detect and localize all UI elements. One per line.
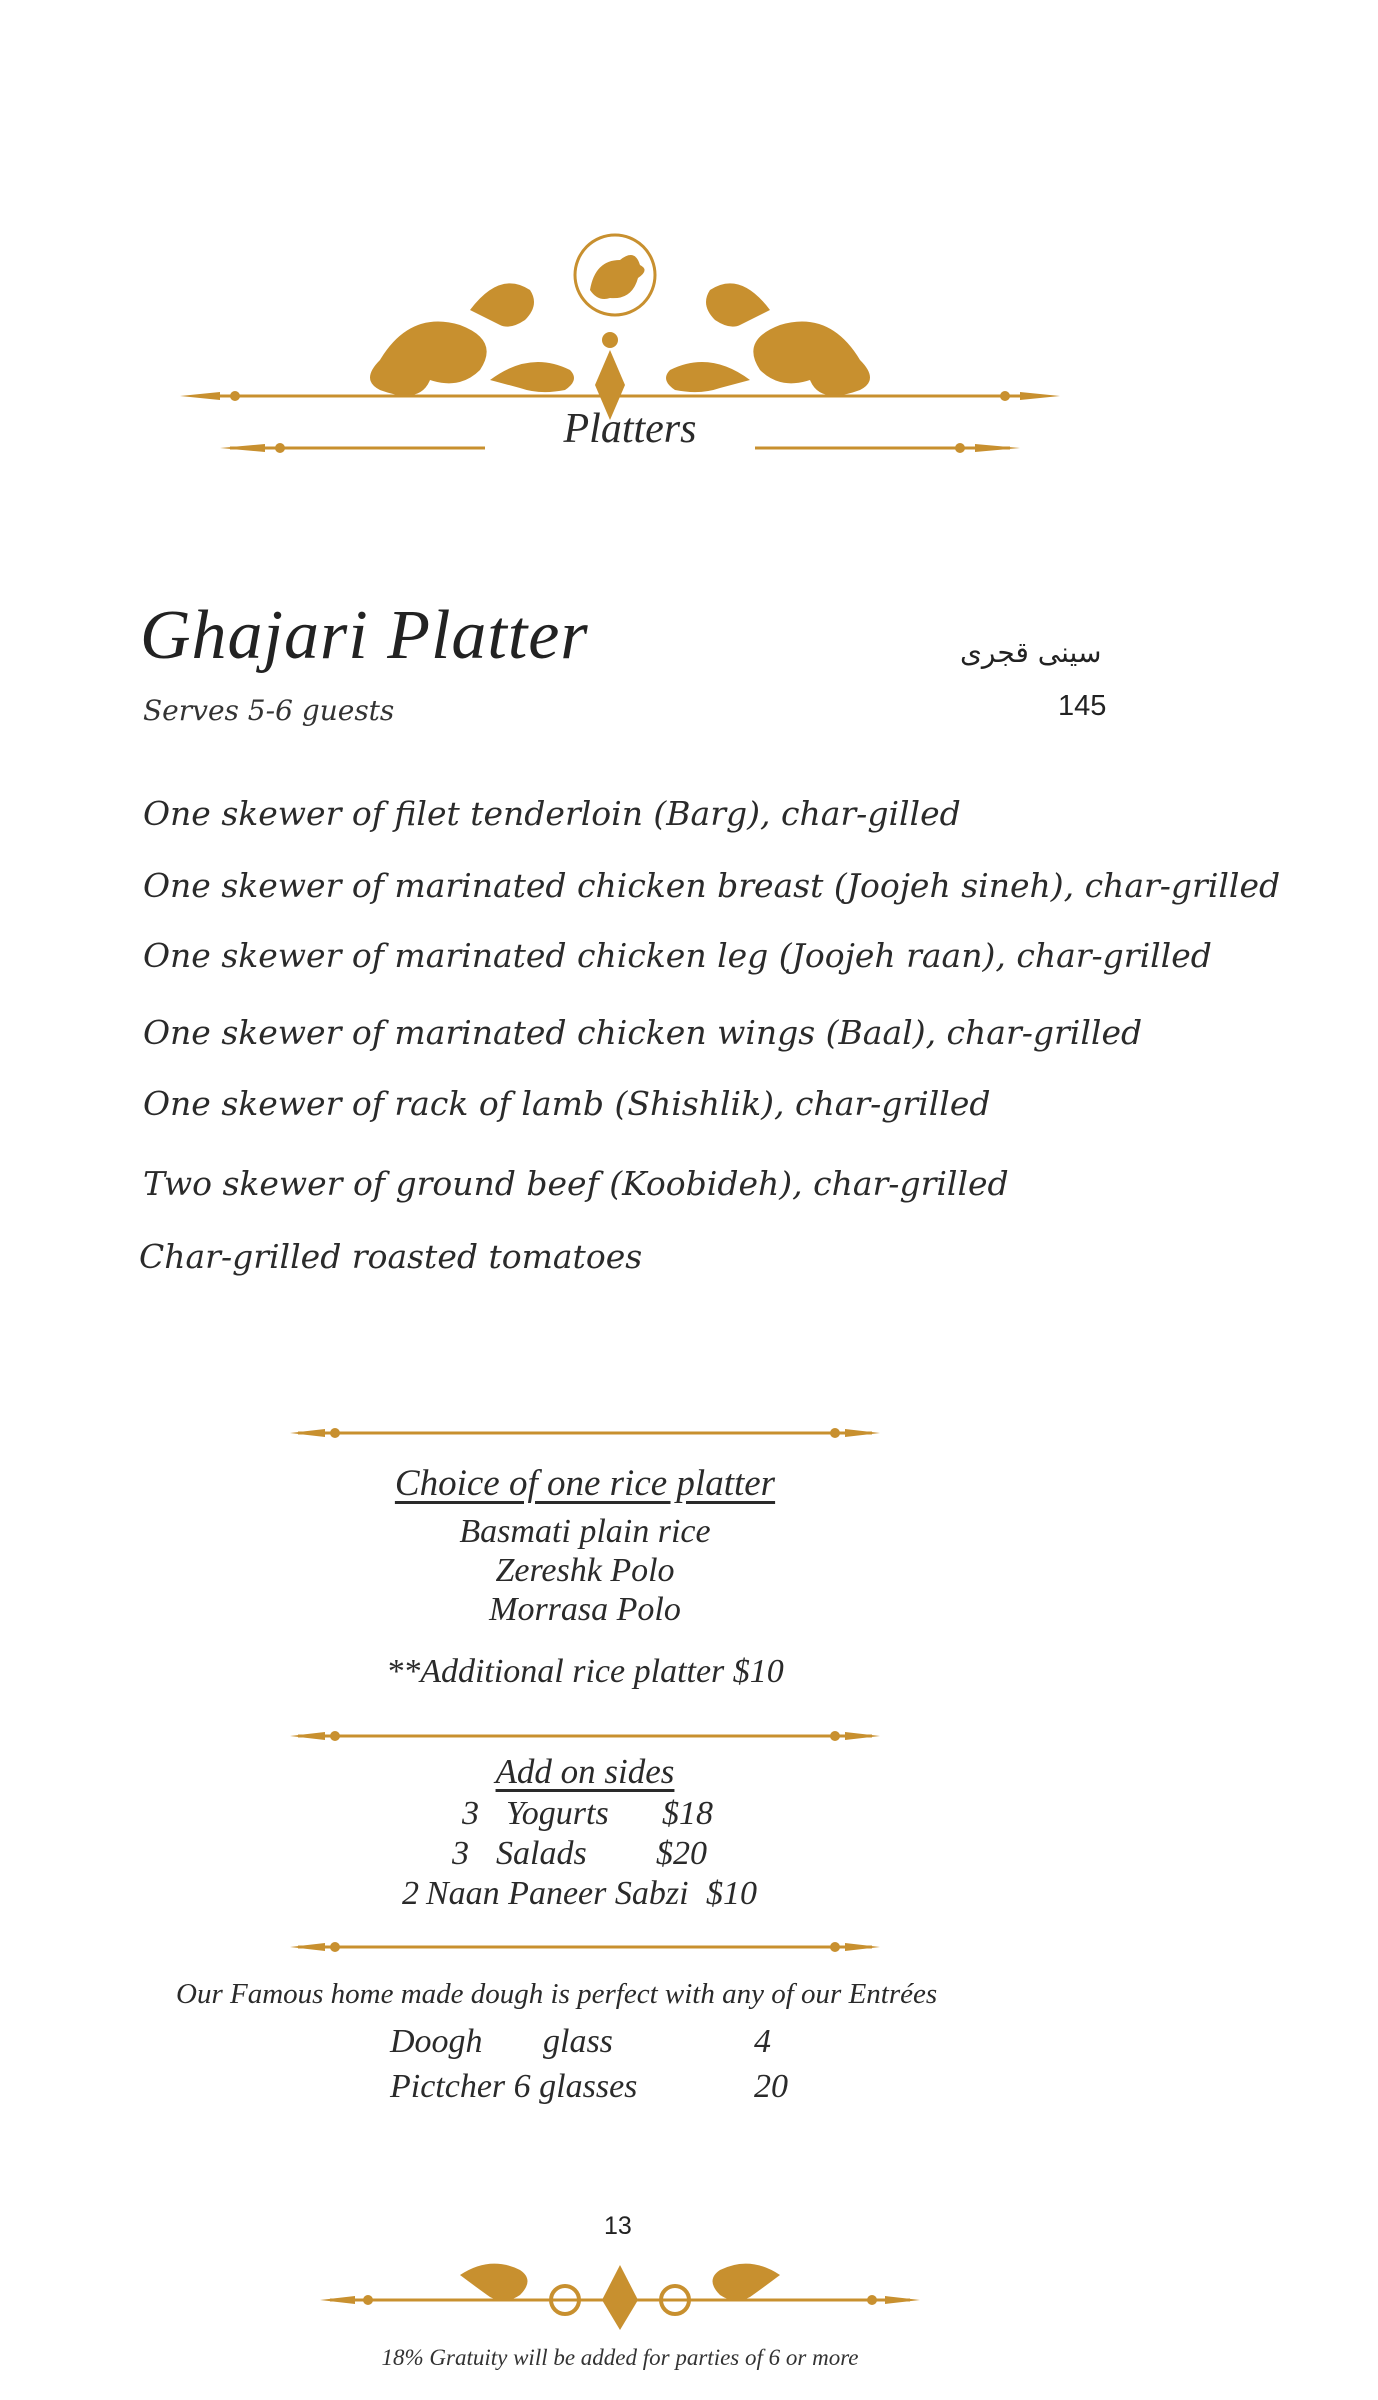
right-scroll-icon xyxy=(753,322,870,396)
platter-item: One skewer of marinated chicken breast (Joojeh sineh), char-grilled xyxy=(143,866,1281,905)
platter-item: Char-grilled roasted tomatoes xyxy=(139,1237,643,1276)
platter-item: One skewer of marinated chicken wings (Baal), char-grilled xyxy=(143,1013,1143,1052)
sides-heading: Add on sides xyxy=(495,1752,675,1791)
right-scroll-icon xyxy=(713,2264,781,2301)
platter-item: One skewer of filet tenderloin (Barg), char-gilled xyxy=(143,794,961,833)
dough-name: Pictcher 6 glasses xyxy=(390,2068,638,2105)
gold-divider xyxy=(290,1421,880,1445)
platter-item: One skewer of marinated chicken leg (Joojeh raan), char-grilled xyxy=(143,936,1212,975)
platter-item: One skewer of rack of lamb (Shishlik), char-grilled xyxy=(143,1084,991,1123)
platter-farsi-title: سینی قجری xyxy=(960,636,1102,669)
gold-divider xyxy=(290,1724,880,1748)
dough-note: Our Famous home made dough is perfect with any of our Entrées xyxy=(176,1978,938,2010)
left-scroll-icon xyxy=(460,2264,528,2301)
dough-name: Doogh xyxy=(390,2023,483,2060)
side-qty: 2 xyxy=(402,1875,419,1912)
platter-item: Two skewer of ground beef (Koobideh), char-grilled xyxy=(143,1164,1009,1203)
rice-option: Basmati plain rice xyxy=(459,1513,711,1550)
side-price: $20 xyxy=(656,1835,707,1872)
side-name: Yogurts xyxy=(506,1795,609,1832)
left-scroll-icon xyxy=(370,322,487,396)
lion-emblem-icon xyxy=(590,255,645,299)
bottom-ornament xyxy=(320,2245,920,2355)
gratuity-note: 18% Gratuity will be added for parties of 6 or more xyxy=(381,2345,859,2370)
gold-divider xyxy=(290,1935,880,1959)
rice-option: Zereshk Polo xyxy=(495,1552,675,1589)
dough-size: glass xyxy=(543,2023,613,2060)
page-number: 13 xyxy=(604,2212,632,2240)
fleur-center-icon xyxy=(602,2265,638,2330)
serves-note: Serves 5-6 guests xyxy=(143,694,395,727)
section-title: Platters xyxy=(563,406,697,452)
dough-price: 4 xyxy=(754,2023,771,2060)
side-qty: 3 xyxy=(462,1795,479,1832)
side-price: $10 xyxy=(706,1875,757,1912)
platter-title: Ghajari Platter xyxy=(140,597,589,674)
side-price: $18 xyxy=(662,1795,713,1832)
side-name: Naan Paneer Sabzi xyxy=(426,1875,689,1912)
rice-option: Morrasa Polo xyxy=(489,1591,681,1628)
platter-price: 145 xyxy=(1058,690,1107,722)
rice-heading: Choice of one rice platter xyxy=(394,1463,776,1504)
side-qty: 3 xyxy=(452,1835,469,1872)
side-name: Salads xyxy=(496,1835,587,1872)
rice-additional: **Additional rice platter $10 xyxy=(386,1653,784,1690)
dough-price: 20 xyxy=(754,2068,788,2105)
